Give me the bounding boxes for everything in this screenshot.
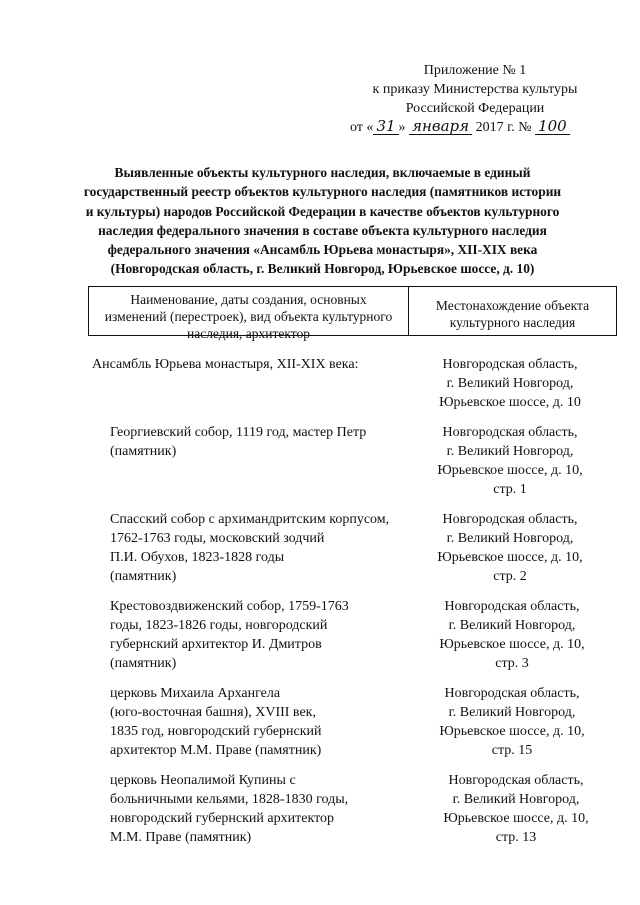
name-line: архитектор М.М. Праве (памятник) bbox=[110, 743, 322, 758]
name-line: Спасский собор с архимандритским корпусом, bbox=[110, 512, 390, 527]
name-line: церковь Неопалимой Купины с bbox=[110, 773, 296, 788]
title-line: государственный реестр объектов культурного наследия (памятников истории bbox=[83, 184, 562, 200]
name-line: новгородский губернский архитектор bbox=[110, 811, 335, 826]
header-location-column bbox=[409, 287, 616, 335]
location-line: Новгородская область, bbox=[442, 512, 578, 527]
annex-ministry: Российской Федерации bbox=[405, 101, 545, 116]
object-location bbox=[436, 771, 596, 847]
date-mid: » bbox=[398, 120, 406, 135]
location-line: Юрьевское шоссе, д. 10, bbox=[437, 550, 583, 565]
header-name-column bbox=[89, 287, 409, 341]
object-name bbox=[110, 597, 420, 673]
name-line: больничными кельями, 1828-1830 годы, bbox=[110, 792, 349, 807]
location-line: Юрьевское шоссе, д. 10 bbox=[439, 395, 581, 410]
location-line: Новгородская область, bbox=[448, 773, 584, 788]
location-line: стр. 13 bbox=[495, 830, 537, 845]
location-line: Юрьевское шоссе, д. 10, bbox=[439, 637, 585, 652]
title-line: федерального значения «Ансамбль Юрьева монастыря», XII-XIX века bbox=[107, 242, 538, 258]
object-location bbox=[430, 355, 590, 412]
header-name-line: изменений (перестроек), вид объекта культурного bbox=[104, 309, 393, 324]
name-line: 1762-1763 годы, московский зодчий bbox=[110, 531, 325, 546]
location-line: стр. 3 bbox=[495, 656, 529, 671]
handwritten-day: 31 bbox=[373, 119, 398, 135]
object-name bbox=[110, 771, 420, 847]
location-line: г. Великий Новгород, bbox=[446, 444, 574, 459]
annex-order-ref: к приказу Министерства культуры bbox=[372, 82, 578, 97]
name-line: М.М. Праве (памятник) bbox=[110, 830, 252, 845]
date-year: 2017 г. № bbox=[475, 120, 532, 135]
object-name bbox=[110, 510, 420, 586]
object-location bbox=[430, 510, 590, 586]
location-line: Новгородская область, bbox=[444, 686, 580, 701]
title-line: и культуры) народов Российской Федерации в качестве объектов культурного bbox=[85, 203, 560, 219]
object-name bbox=[110, 684, 420, 760]
object-location bbox=[430, 423, 590, 499]
document-title bbox=[80, 163, 565, 279]
name-line: церковь Михаила Архангела bbox=[110, 686, 281, 701]
name-line: губернский архитектор И. Дмитров bbox=[110, 637, 322, 652]
location-line: Новгородская область, bbox=[442, 357, 578, 372]
location-line: Юрьевское шоссе, д. 10, bbox=[437, 463, 583, 478]
name-line: годы, 1823-1826 годы, новгородский bbox=[110, 618, 328, 633]
name-line: (памятник) bbox=[110, 569, 177, 584]
location-line: г. Великий Новгород, bbox=[446, 376, 574, 391]
header-location-line: культурного наследия bbox=[449, 315, 576, 330]
name-line: (памятник) bbox=[110, 656, 177, 671]
table-header bbox=[88, 286, 617, 341]
object-name bbox=[110, 423, 420, 461]
location-line: Новгородская область, bbox=[444, 599, 580, 614]
name-line: Ансамбль Юрьева монастыря, XII-XIX века: bbox=[92, 357, 359, 372]
header-name-line: наследия, архитектор bbox=[186, 326, 311, 341]
location-line: Юрьевское шоссе, д. 10, bbox=[439, 724, 585, 739]
object-location bbox=[432, 597, 592, 673]
name-line: 1835 год, новгородский губернский bbox=[110, 724, 322, 739]
header-name-line: Наименование, даты создания, основных bbox=[130, 292, 367, 307]
date-prefix: от « bbox=[350, 120, 374, 135]
name-line: (памятник) bbox=[110, 444, 177, 459]
location-line: Юрьевское шоссе, д. 10, bbox=[443, 811, 589, 826]
name-line: П.И. Обухов, 1823-1828 годы bbox=[110, 550, 285, 565]
title-line: (Новгородская область, г. Великий Новгород, Юрьевское шоссе, д. 10) bbox=[110, 261, 535, 277]
object-location bbox=[432, 684, 592, 760]
handwritten-number: 100 bbox=[535, 119, 570, 135]
annex-header bbox=[340, 61, 610, 137]
handwritten-month: января bbox=[409, 119, 472, 135]
header-location-line: Местонахождение объекта bbox=[435, 298, 590, 313]
location-line: г. Великий Новгород, bbox=[452, 792, 580, 807]
annex-title: Приложение № 1 bbox=[423, 63, 527, 78]
location-line: г. Великий Новгород, bbox=[448, 618, 576, 633]
name-line: Георгиевский собор, 1119 год, мастер Петр bbox=[110, 425, 367, 440]
location-line: г. Великий Новгород, bbox=[448, 705, 576, 720]
location-line: г. Великий Новгород, bbox=[446, 531, 574, 546]
title-line: наследия федерального значения в составе объекта культурного наследия bbox=[98, 222, 547, 238]
location-line: стр. 15 bbox=[491, 743, 533, 758]
object-name bbox=[92, 355, 402, 374]
name-line: (юго-восточная башня), XVIII век, bbox=[110, 705, 316, 720]
location-line: Новгородская область, bbox=[442, 425, 578, 440]
annex-date-line bbox=[340, 118, 610, 137]
location-line: стр. 1 bbox=[493, 482, 527, 497]
title-line: Выявленные объекты культурного наследия, включаемые в единый bbox=[114, 165, 531, 180]
name-line: Крестовоздвиженский собор, 1759-1763 bbox=[110, 599, 349, 614]
location-line: стр. 2 bbox=[493, 569, 527, 584]
